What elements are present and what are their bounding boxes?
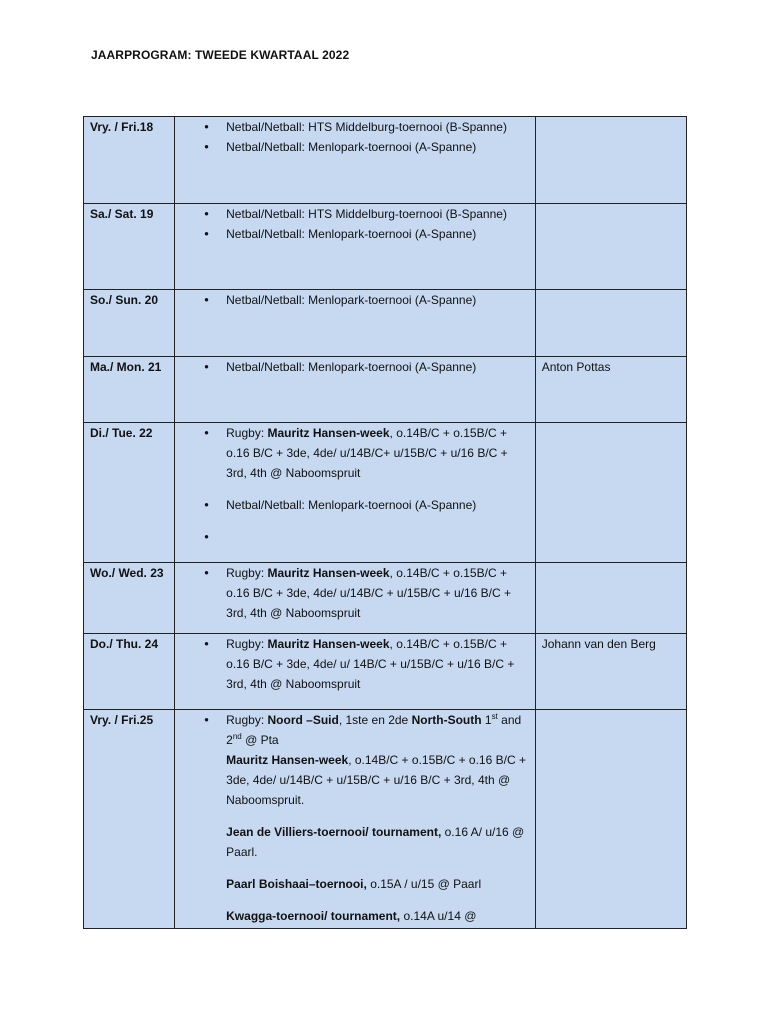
event-line: [175, 750, 535, 810]
person-cell: [535, 204, 686, 290]
day-cell: Vry. / Fri.25: [84, 710, 175, 929]
event-item: [175, 634, 535, 694]
event-item: [175, 423, 535, 483]
event-prefix: Rugby:: [226, 566, 268, 580]
event-highlight: Mauritz Hansen-week: [267, 566, 390, 580]
event-item: ● Netbal/Netball: HTS Middelburg-toernooi (B-Spanne): [175, 204, 535, 224]
day-cell: Di./ Tue. 22: [84, 423, 175, 563]
person-cell: [535, 710, 686, 929]
event-highlight: Paarl Boishaai–toernooi,: [226, 877, 367, 891]
event-line: [175, 906, 535, 926]
day-cell: So./ Sun. 20: [84, 290, 175, 357]
table-row: [84, 710, 687, 929]
event-item: ● Netbal/Netball: Menlopark-toernooi (A-Spanne): [175, 224, 535, 244]
table-row: [84, 290, 687, 357]
event-details: , o.14B/C + o.15B/C + o.16 B/C + 3de, 4de/ u/14B/C+ u/15B/C + u/16 B/C + 3rd, 4th @ Naboomspruit: [226, 426, 508, 480]
event-item-empty: [175, 527, 535, 547]
events-cell: [175, 117, 536, 204]
event-details: @ Pta: [241, 733, 279, 747]
table-row: [84, 634, 687, 710]
event-line: [175, 874, 535, 894]
event-highlight: Jean de Villiers-toernooi/ tournament,: [226, 825, 442, 839]
event-details: , o.14B/C + o.15B/C + o.16 B/C + 3de, 4de/ u/ 14B/C + u/15B/C + u/16 B/C + 3rd, 4th @ Naboomspruit: [226, 637, 515, 691]
day-cell: Sa./ Sat. 19: [84, 204, 175, 290]
table-row: [84, 423, 687, 563]
person-cell: Johann van den Berg: [535, 634, 686, 710]
event-line: [175, 822, 535, 862]
event-item: ● Netbal/Netball: Menlopark-toernooi (A-Spanne): [175, 137, 535, 157]
person-cell: [535, 290, 686, 357]
day-cell: Vry. / Fri.18: [84, 117, 175, 204]
event-highlight: North-South: [411, 713, 482, 727]
day-cell: Wo./ Wed. 23: [84, 563, 175, 634]
event-item: [175, 710, 535, 750]
events-cell: [175, 563, 536, 634]
event-details: 1: [481, 713, 492, 727]
person-cell: [535, 563, 686, 634]
event-details: o.15A / u/15 @ Paarl: [366, 877, 482, 891]
events-cell: [175, 710, 536, 929]
schedule-table: [83, 116, 687, 929]
day-cell: Ma./ Mon. 21: [84, 357, 175, 423]
event-item: ● Netbal/Netball: Menlopark-toernooi (A-Spanne): [175, 495, 535, 515]
event-details: o.16 A/ u/16 @ Paarl.: [226, 825, 525, 859]
event-details: , o.14B/C + o.15B/C + o.16 B/C + 3de, 4de/ u/14B/C + u/15B/C + u/16 B/C + 3rd, 4th @ Naboomspruit.: [226, 753, 526, 807]
event-highlight: Noord –Suid: [267, 713, 339, 727]
events-cell: [175, 634, 536, 710]
table-row: [84, 117, 687, 204]
event-details: , 1ste en 2de: [338, 713, 412, 727]
event-prefix: Rugby:: [226, 426, 268, 440]
events-cell: [175, 423, 536, 563]
event-prefix: Rugby:: [226, 713, 268, 727]
events-cell: [175, 290, 536, 357]
ordinal-suffix: st: [491, 712, 498, 721]
table-row: [84, 204, 687, 290]
table-row: [84, 357, 687, 423]
person-cell: [535, 117, 686, 204]
page-title: JAARPROGRAM: TWEEDE KWARTAAL 2022: [91, 48, 350, 62]
event-item: ● Netbal/Netball: HTS Middelburg-toernooi (B-Spanne): [175, 117, 535, 137]
day-cell: Do./ Thu. 24: [84, 634, 175, 710]
event-highlight: Mauritz Hansen-week: [267, 426, 390, 440]
person-cell: Anton Pottas: [535, 357, 686, 423]
event-item: ● Netbal/Netball: Menlopark-toernooi (A-Spanne): [175, 357, 535, 377]
event-details: o.14A u/14 @: [400, 909, 477, 923]
event-details: and 2: [226, 713, 522, 747]
events-cell: [175, 357, 536, 423]
event-highlight: Kwagga-toernooi/ tournament,: [226, 909, 401, 923]
event-highlight: Mauritz Hansen-week: [226, 753, 349, 767]
event-item: [175, 563, 535, 623]
event-item: ● Netbal/Netball: Menlopark-toernooi (A-Spanne): [175, 290, 535, 310]
person-cell: [535, 423, 686, 563]
event-prefix: Rugby:: [226, 637, 268, 651]
table-row: [84, 563, 687, 634]
event-details: , o.14B/C + o.15B/C + o.16 B/C + 3de, 4de/ u/14B/C + u/15B/C + u/16 B/C + 3rd, 4th @ Naboomspruit: [226, 566, 511, 620]
event-highlight: Mauritz Hansen-week: [267, 637, 390, 651]
ordinal-suffix: nd: [232, 732, 242, 741]
events-cell: [175, 204, 536, 290]
